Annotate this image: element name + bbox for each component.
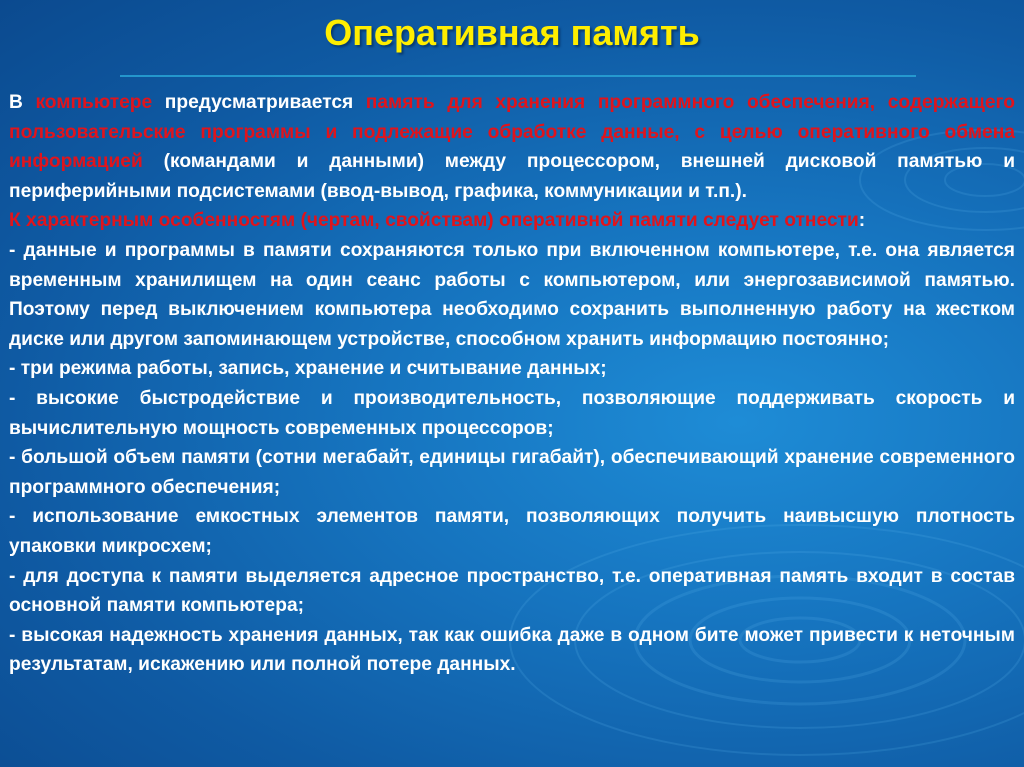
title-divider: [120, 75, 916, 77]
list-item-address-space: - для доступа к памяти выделяется адресное пространство, т.е. оперативная память входит в состав основной памяти компьютера;: [9, 565, 1015, 617]
intro-text-3: (командами и данными) между процессором, внешней дисковой памятью и периферийными подсистемами (ввод-вывод, графика, коммуникации и т.п.).: [9, 151, 1015, 202]
list-item-density: - использование емкостных элементов памяти, позволяющих получить наивысшую плотность упаковки микросхем;: [9, 506, 1015, 557]
intro-paragraph: [9, 88, 1015, 206]
slide-title: Оперативная память: [324, 12, 700, 53]
intro-highlight-definition: память для хранения программного обеспечения, содержащего пользовательские программы и подлежащие обработке данные, с целью оперативного обмена информацией: [9, 92, 1015, 173]
intro-text-2: предусматривается: [152, 92, 366, 113]
features-heading: К характерным особенностям (чертам, свойствам) оперативной памяти следует отнести: [9, 210, 859, 232]
list-item-modes: - три режима работы, запись, хранение и считывание данных;: [9, 358, 607, 380]
list-item-capacity: - большой объем памяти (сотни мегабайт, единицы гигабайт), обеспечивающий хранение современного программного обеспечения;: [9, 447, 1015, 498]
intro-text-1: В: [9, 92, 36, 113]
features-heading-paragraph: [9, 206, 1015, 236]
features-heading-colon: :: [858, 210, 866, 232]
list-item-volatile: - данные и программы в памяти сохраняются только при включенном компьютере, т.е. она является временным хранилищем на один сеанс работы с компьютером, или энергозависимой памятью. Поэтому перед выключением компьютера необходимо сохранить выполненную работу на жестком диске или другом запоминающем устройстве, способном хранить информацию постоянно;: [9, 239, 1015, 350]
list-item-reliability: - высокая надежность хранения данных, так как ошибка даже в одном бите может привести к неточным результатам, искажению или полной потере данных.: [9, 624, 1015, 676]
intro-highlight-computer: компьютере: [35, 92, 153, 113]
slide-body: [9, 88, 1015, 680]
list-item-performance: - высокие быстродействие и производительность, позволяющие поддерживать скорость и вычислительную мощность современных процессоров;: [9, 387, 1015, 439]
